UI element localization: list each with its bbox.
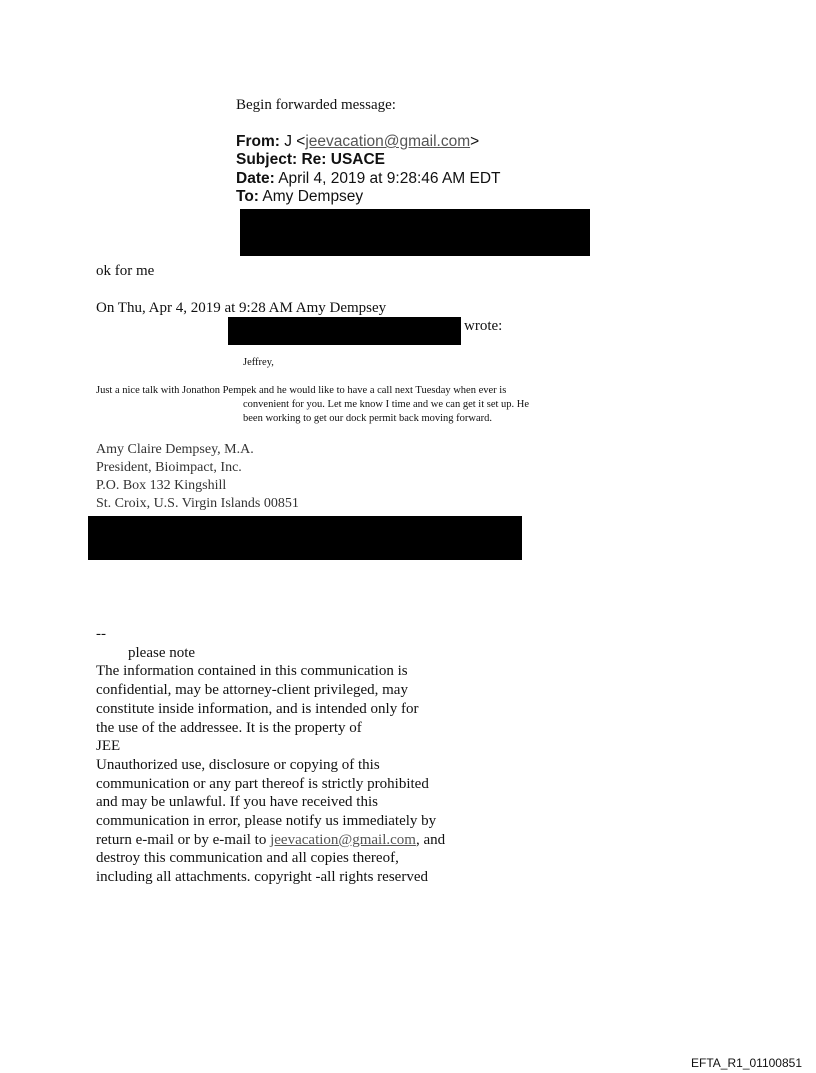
- to-label: To:: [236, 188, 259, 205]
- disclaimer-email-prefix: return e-mail or by e-mail to: [96, 831, 271, 848]
- disclaimer: [96, 625, 445, 887]
- subject-value: Re: USACE: [301, 151, 386, 168]
- from-close: >: [470, 133, 480, 150]
- disclaimer-email-link[interactable]: jeevacation@gmail.com: [270, 831, 416, 848]
- redaction-block-sender-email: [228, 317, 461, 345]
- date-line: [236, 170, 501, 188]
- signature-name: Amy Claire Dempsey, M.A.: [96, 442, 254, 457]
- disclaimer-line: JEE: [96, 738, 121, 755]
- disclaimer-line: including all attachments. copyright -all rights reserved: [96, 869, 428, 886]
- reply-text: ok for me: [96, 263, 155, 279]
- disclaimer-line: constitute inside information, and is intended only for: [96, 700, 419, 717]
- quoted-body-line: been working to get our dock permit back moving forward.: [243, 413, 493, 424]
- disclaimer-email-suffix: , and: [415, 831, 446, 848]
- date-label: Date:: [236, 170, 275, 187]
- from-name: J <: [284, 133, 306, 150]
- from-email-link[interactable]: jeevacation@gmail.com: [305, 133, 471, 150]
- signature-address: P.O. Box 132 Kingshill: [96, 478, 227, 493]
- disclaimer-email-line: [96, 831, 445, 850]
- signature-title: President, Bioimpact, Inc.: [96, 460, 242, 475]
- quoted-body-line: Just a nice talk with Jonathon Pempek and he would like to have a call next Tuesday when ever is: [96, 385, 507, 396]
- disclaimer-dashes: --: [96, 626, 106, 642]
- reply-wrote: wrote:: [464, 318, 503, 334]
- reply-attribution: On Thu, Apr 4, 2019 at 9:28 AM Amy Dempsey: [96, 300, 387, 316]
- from-line: [236, 133, 479, 151]
- disclaimer-line: communication or any part thereof is strictly prohibited: [96, 775, 429, 792]
- quoted-body-line: convenient for you. Let me know I time and we can get it set up. He: [243, 399, 530, 410]
- disclaimer-line: communication in error, please notify us immediately by: [96, 813, 437, 830]
- subject-line: [236, 151, 385, 169]
- disclaimer-line: Unauthorized use, disclosure or copying of this: [96, 756, 380, 773]
- disclaimer-line: The information contained in this communication is: [96, 663, 408, 680]
- disclaimer-line: the use of the addressee. It is the property of: [96, 719, 362, 736]
- forward-intro: Begin forwarded message:: [236, 97, 396, 113]
- to-value: Amy Dempsey: [262, 188, 364, 205]
- disclaimer-line: confidential, may be attorney-client privileged, may: [96, 682, 408, 699]
- subject-label: Subject:: [236, 151, 298, 168]
- document-id: EFTA_R1_01100851: [691, 1056, 802, 1070]
- to-line: [236, 188, 363, 206]
- disclaimer-line: destroy this communication and all copies thereof,: [96, 850, 399, 867]
- disclaimer-note: please note: [128, 644, 196, 661]
- redaction-block-header: [240, 209, 590, 256]
- date-value: April 4, 2019 at 9:28:46 AM EDT: [278, 170, 501, 187]
- disclaimer-line: and may be unlawful. If you have received this: [96, 794, 378, 811]
- redaction-block-signature: [88, 516, 522, 560]
- from-label: From:: [236, 133, 280, 150]
- quoted-greeting: Jeffrey,: [243, 357, 274, 368]
- signature-location: St. Croix, U.S. Virgin Islands 00851: [96, 496, 299, 511]
